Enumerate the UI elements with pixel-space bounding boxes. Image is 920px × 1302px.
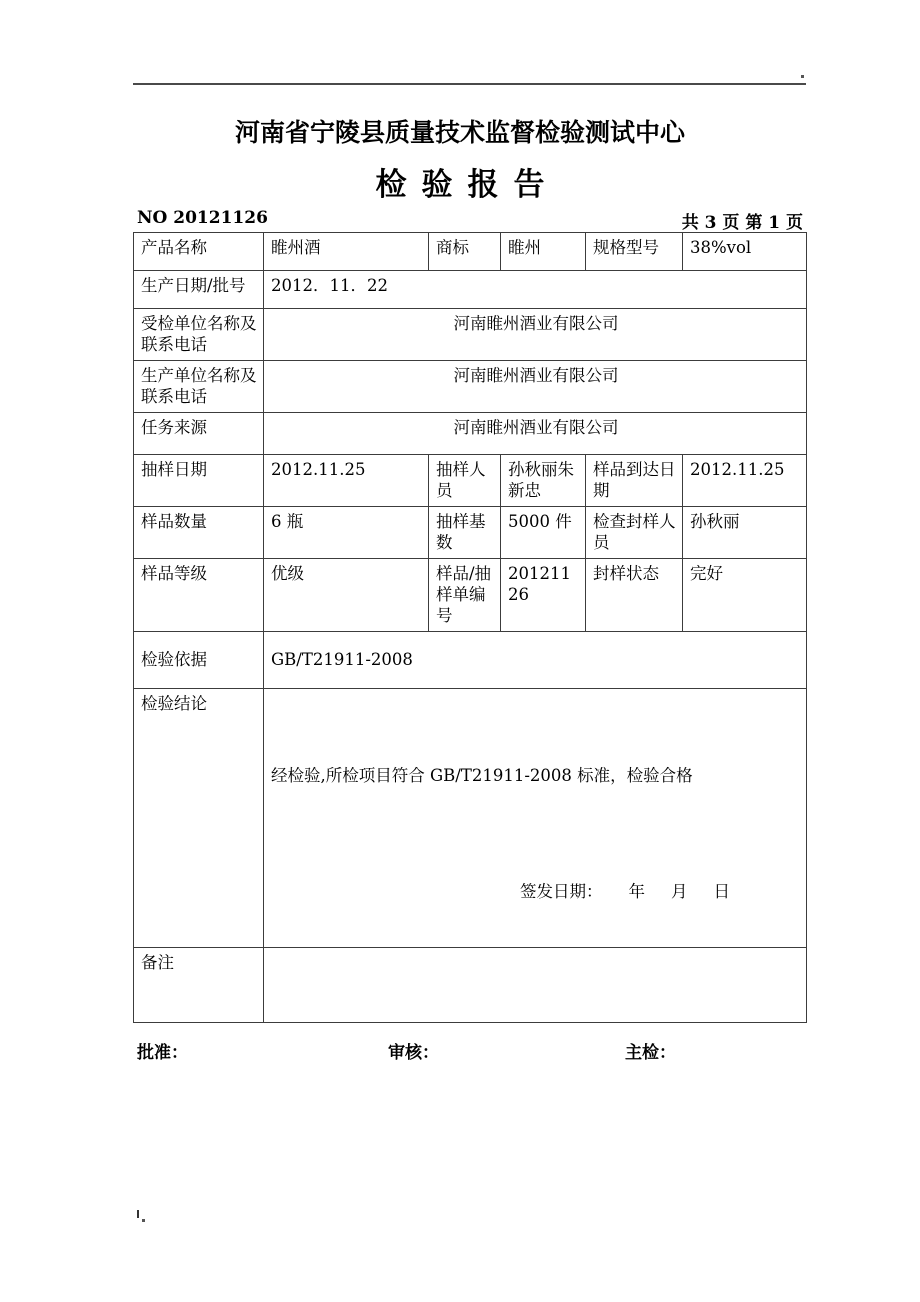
issue-day-label: 日 [713,881,730,901]
sample-grade-value: 优级 [264,558,429,631]
sampling-base-label: 抽样基数 [429,506,501,558]
producer-unit-label: 生产单位名称及联系电话 [134,360,264,412]
report-number-line [137,208,807,233]
producer-unit-value: 河南睢州酒业有限公司 [264,360,807,412]
issue-year-label: 年 [628,881,645,901]
seal-checker-value: 孙秋丽 [683,506,807,558]
spec-label: 规格型号 [586,233,683,271]
production-date-value: 2012．11．22 [264,271,807,309]
table-row-inspection-basis [134,631,807,688]
sample-quantity-label: 样品数量 [134,506,264,558]
seal-state-value: 完好 [683,558,807,631]
task-source-label: 任务来源 [134,412,264,454]
report-number: NO 20121126 [137,208,268,228]
signature-row [137,1038,817,1062]
table-row-sampling-date [134,454,807,506]
seal-state-label: 封样状态 [586,558,683,631]
review-label: 审核： [388,1043,439,1063]
issue-date-line [520,881,730,902]
sample-form-no-value: 20121126 [501,558,586,631]
sample-form-no-label: 样品/抽样单编号 [429,558,501,631]
sample-quantity-value: 6 瓶 [264,506,429,558]
table-row-sample-quantity [134,506,807,558]
inspection-report-table [133,232,807,1023]
footer-mark-secondary-icon [142,1219,145,1222]
sampling-date-value: 2012.11.25 [264,454,429,506]
sampling-base-value: 5000 件 [501,506,586,558]
inspection-basis-value: GB/T21911-2008 [264,631,807,688]
production-date-label: 生产日期/批号 [134,271,264,309]
table-row-producer-unit [134,360,807,412]
spec-value: 38%vol [683,233,807,271]
conclusion-cell [264,688,807,947]
document-title: 检验报告 [375,167,560,203]
table-row-product [134,233,807,271]
table-row-sample-grade [134,558,807,631]
approve-label: 批准： [137,1043,188,1063]
inspected-unit-value: 河南睢州酒业有限公司 [264,309,807,361]
table-row-task-source [134,412,807,454]
sampler-value: 孙秋丽朱新忠 [501,454,586,506]
issue-date-label: 签发日期： [520,881,603,901]
arrival-date-value: 2012.11.25 [683,454,807,506]
conclusion-label: 检验结论 [134,688,264,947]
inspected-unit-label: 受检单位名称及联系电话 [134,309,264,361]
remarks-value [264,947,807,1022]
page-indicator: 共 3 页 第 1 页 [681,213,803,233]
inspector-label: 主检： [625,1043,676,1063]
table-row-inspected-unit [134,309,807,361]
footer-mark-icon [137,1210,139,1218]
conclusion-text: 经检验,所检项目符合 GB/T21911-2008 标准，检验合格 [271,765,693,785]
table-row-remarks [134,947,807,1022]
header-mark-icon [801,75,804,78]
issue-month-label: 月 [671,881,688,901]
remarks-label: 备注 [134,947,264,1022]
product-name-label: 产品名称 [134,233,264,271]
trademark-label: 商标 [429,233,501,271]
header-rule [133,83,806,85]
trademark-value: 睢州 [501,233,586,271]
table-row-production-date [134,271,807,309]
inspection-basis-label: 检验依据 [134,631,264,688]
table-row-conclusion [134,688,807,947]
sample-grade-label: 样品等级 [134,558,264,631]
arrival-date-label: 样品到达日期 [586,454,683,506]
sampling-date-label: 抽样日期 [134,454,264,506]
sampler-label: 抽样人员 [429,454,501,506]
task-source-value: 河南睢州酒业有限公司 [264,412,807,454]
organization-title: 河南省宁陵县质量技术监督检验测试中心 [234,118,685,147]
seal-checker-label: 检查封样人员 [586,506,683,558]
product-name-value: 睢州酒 [264,233,429,271]
